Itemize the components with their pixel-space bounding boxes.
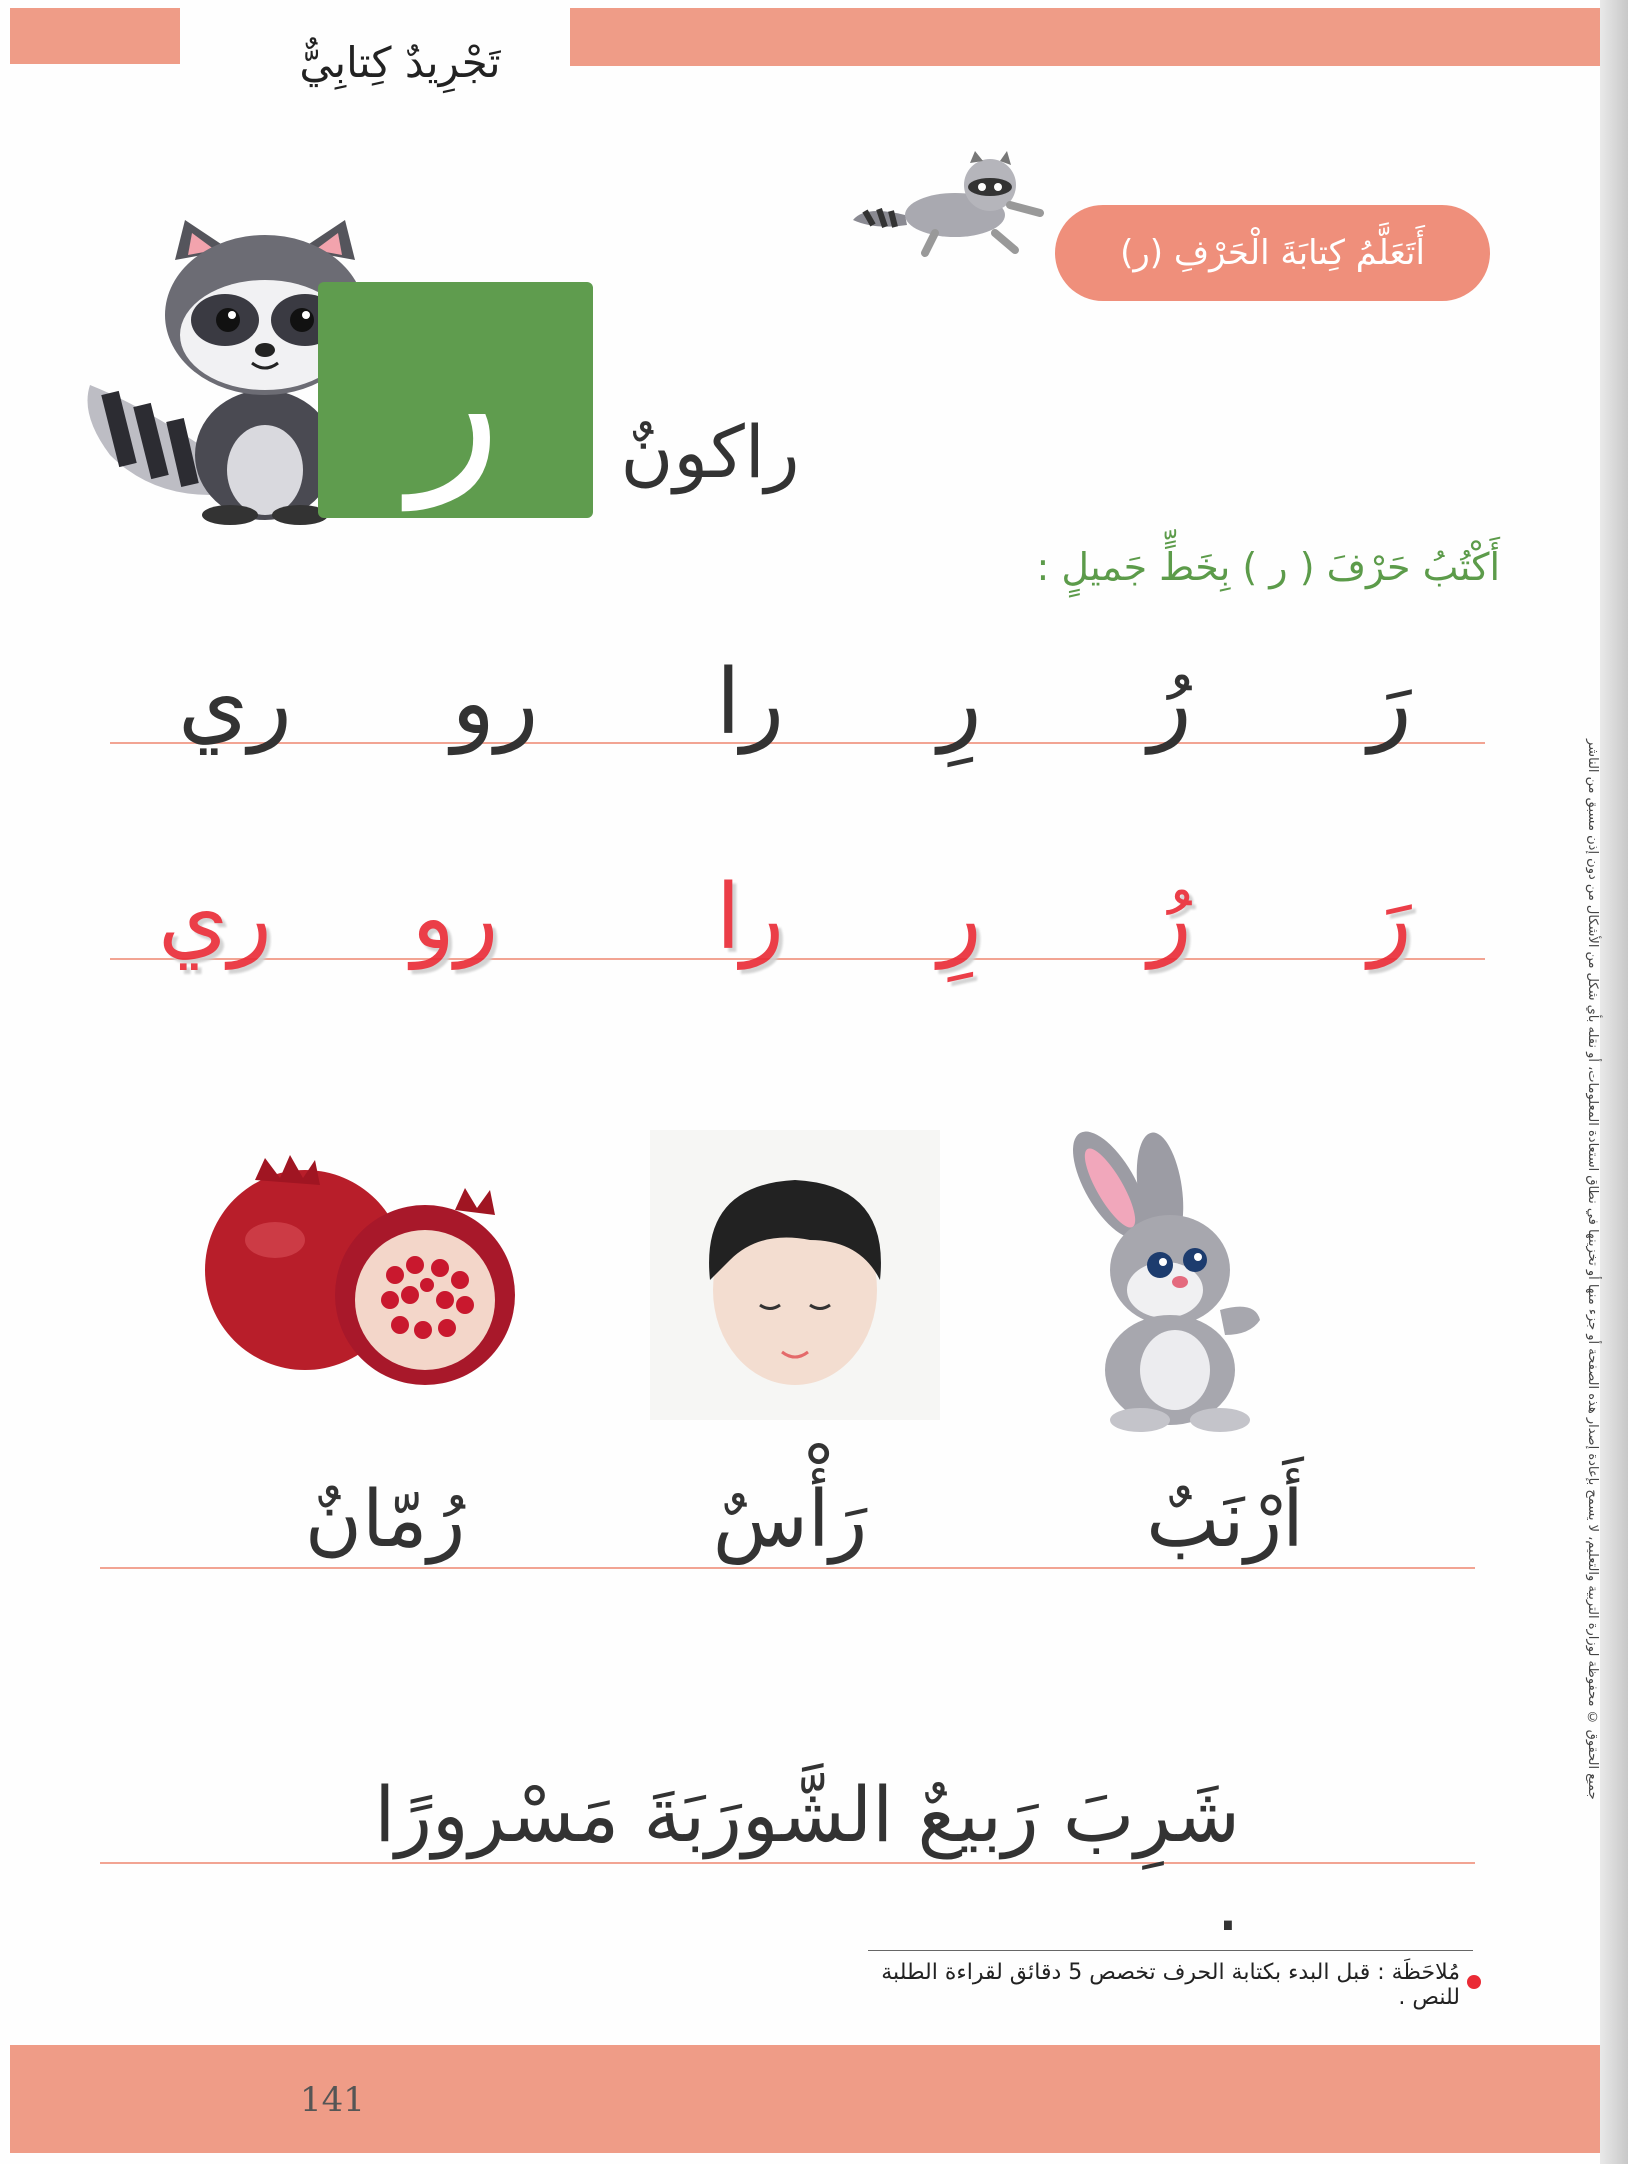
header-band-left [10, 8, 180, 64]
traced-syllable: را [715, 865, 785, 970]
word-rabbit: أَرْنَبٌ [1146, 1475, 1304, 1565]
guide-line [100, 1567, 1475, 1569]
syllable: رِ [938, 650, 982, 755]
traced-syllable: رِ [938, 865, 982, 970]
traced-syllable: رو [411, 865, 499, 970]
note-divider [868, 1950, 1473, 1951]
pomegranate-illustration [195, 1150, 535, 1390]
traced-syllable: رُ [1148, 865, 1192, 970]
letter-word: راكونٌ [620, 410, 800, 494]
footer-band [10, 2045, 1600, 2153]
teacher-note: مُلاحَظَة : قبل البدء بكتابة الحرف تخصص 5 دقائق لقراءة الطلبة للنص . [881, 1960, 1460, 2010]
syllable: رَ [1368, 650, 1412, 755]
traced-syllable: رَ [1368, 865, 1412, 970]
letter-glyph: ر [409, 289, 502, 510]
header-band-right [570, 8, 1620, 66]
syllable: را [715, 650, 785, 755]
note-bullet-icon [1467, 1975, 1481, 1989]
section-title: تَجْرِيدٌ كِتابِيٌّ [299, 38, 501, 87]
traced-syllable: ري [158, 865, 272, 970]
syllable: رُ [1148, 650, 1192, 755]
syllable: رو [451, 650, 539, 755]
syllable: ري [178, 650, 292, 755]
word-head: رَأْسٌ [712, 1475, 868, 1565]
running-raccoon-illustration [845, 145, 1045, 265]
practice-sentence: شَرِبَ رَبيعٌ الشَّورَبَةَ مَسْرورًا . [374, 1770, 1240, 1948]
rabbit-illustration [1050, 1120, 1310, 1440]
head-illustration [650, 1130, 940, 1420]
lesson-title-pill: أَتَعَلَّمُ كِتابَةَ الْحَرْفِ (ر) [1055, 205, 1490, 301]
copyright-notice: جميع الحقوق © محفوظة لوزارة التربية والتعليم، لا يسمح بإعادة إصدار هذه الصفحة أو جزء منها أو تخزينها في نطاق استعادة المعلومات، أو نقله بأي شكل من الأشكال من دون إذن مسبق من الناشر [1585, 739, 1600, 1800]
word-pomegranate: رُمّانٌ [304, 1475, 466, 1565]
letter-card [318, 282, 593, 518]
book-spine [1600, 0, 1628, 2164]
page-number: 141 [300, 2080, 365, 2120]
exercise-instruction: أَكْتُبُ حَرْفَ ( ر ) بِخَطٍّ جَميلٍ : [1036, 545, 1500, 589]
